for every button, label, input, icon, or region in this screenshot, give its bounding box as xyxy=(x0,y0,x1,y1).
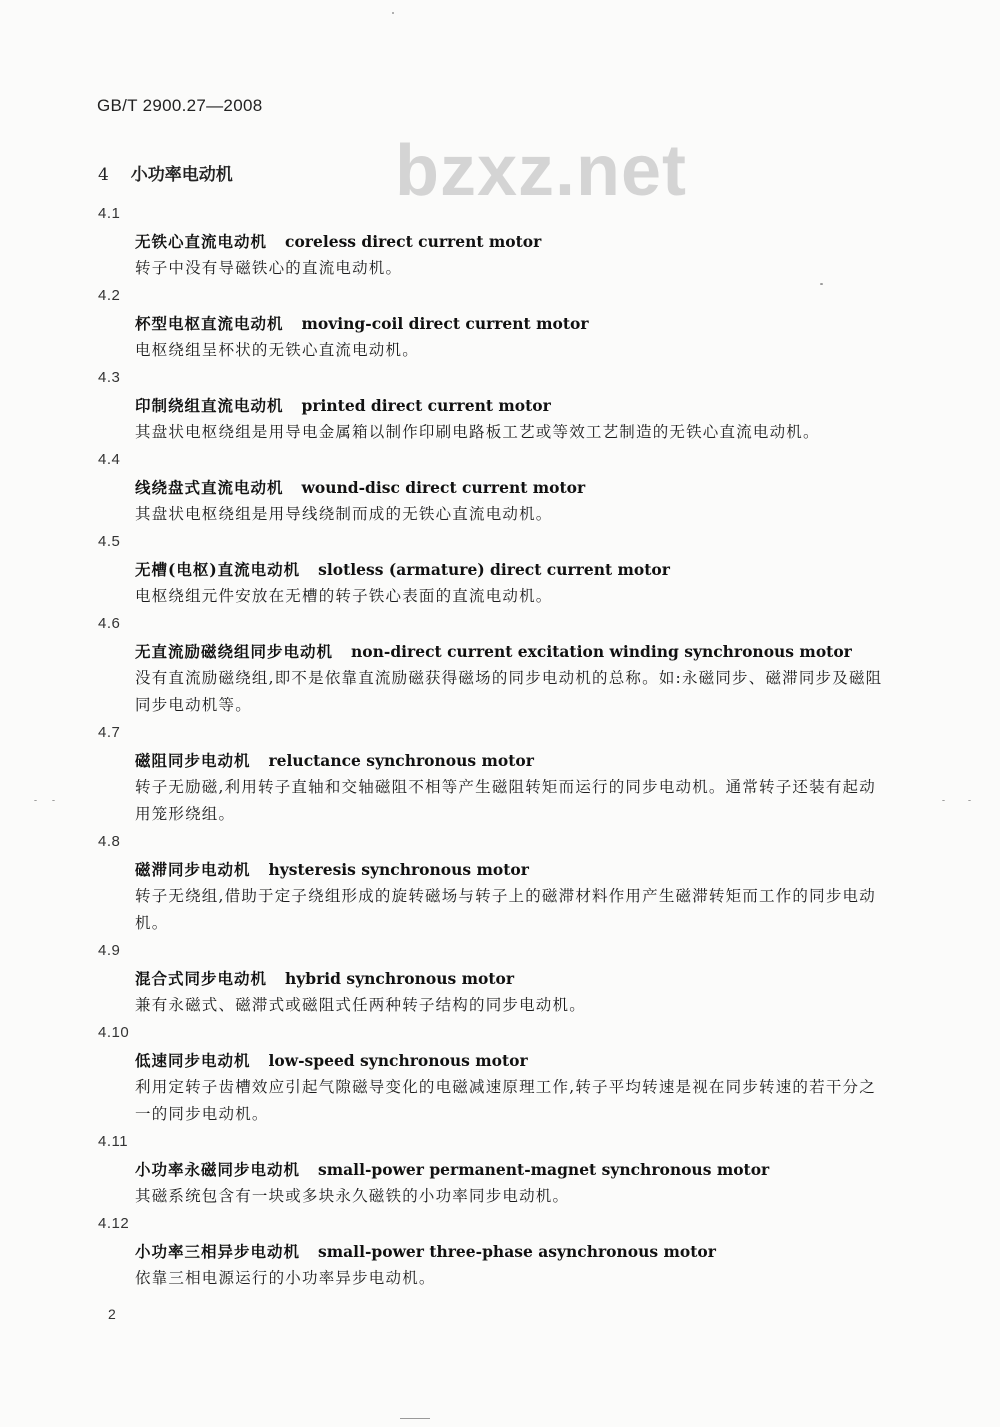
term-en: small-power permanent-magnet synchronous motor xyxy=(318,1160,770,1179)
entry-number: 4.2 xyxy=(98,287,121,304)
entry-number: 4.3 xyxy=(98,369,121,386)
scan-speck xyxy=(820,283,823,285)
term-en: hybrid synchronous motor xyxy=(285,969,515,988)
term-definition: 转子无励磁,利用转子直轴和交轴磁阻不相等产生磁阻转矩而运行的同步电动机。通常转子还装有起动用笼形绕组。 xyxy=(135,778,876,823)
term-en: reluctance synchronous motor xyxy=(268,751,534,770)
term-zh: 线绕盘式直流电动机 xyxy=(135,478,284,497)
term-en: moving-coil direct current motor xyxy=(301,314,589,333)
term-entry xyxy=(98,528,898,610)
entry-number: 4.12 xyxy=(98,1215,130,1232)
term-entry xyxy=(98,446,898,528)
scan-speck xyxy=(392,12,394,14)
term-en: low-speed synchronous motor xyxy=(268,1051,528,1070)
entry-number: 4.1 xyxy=(98,205,121,222)
term-entry xyxy=(98,719,898,828)
term-zh: 低速同步电动机 xyxy=(135,1051,251,1070)
term-definition: 利用定转子齿槽效应引起气隙磁导变化的电磁减速原理工作,转子平均转速是视在同步转速的若干分之一的同步电动机。 xyxy=(135,1078,876,1123)
term-definition: 转子无绕组,借助于定子绕组形成的旋转磁场与转子上的磁滞材料作用产生磁滞转矩而工作的同步电动机。 xyxy=(135,887,876,932)
entry-number: 4.7 xyxy=(98,724,121,741)
term-definition: 依靠三相电源运行的小功率异步电动机。 xyxy=(135,1269,436,1287)
term-zh: 无铁心直流电动机 xyxy=(135,232,268,251)
term-en: small-power three-phase asynchronous motor xyxy=(318,1242,716,1261)
term-definition: 没有直流励磁绕组,即不是依靠直流励磁获得磁场的同步电动机的总称。如:永磁同步、磁滞同步及磁阻同步电动机等。 xyxy=(135,669,883,714)
term-en: hysteresis synchronous motor xyxy=(268,860,529,879)
watermark: bzxz.net xyxy=(395,131,688,211)
term-definition: 兼有永磁式、磁滞式或磁阻式任两种转子结构的同步电动机。 xyxy=(135,996,586,1014)
term-line xyxy=(135,474,898,501)
term-line xyxy=(135,392,898,419)
chapter-title: 小功率电动机 xyxy=(130,165,233,185)
term-entries xyxy=(98,200,898,1292)
term-entry xyxy=(98,1210,898,1292)
term-entry xyxy=(98,828,898,937)
term-line xyxy=(135,1047,898,1074)
term-line xyxy=(135,228,898,255)
term-definition: 电枢绕组呈杯状的无铁心直流电动机。 xyxy=(135,341,419,359)
entry-number: 4.5 xyxy=(98,533,121,550)
term-zh: 小功率永磁同步电动机 xyxy=(135,1160,301,1179)
term-en: slotless (armature) direct current motor xyxy=(318,560,670,579)
term-zh: 无直流励磁绕组同步电动机 xyxy=(135,642,334,661)
entry-number: 4.10 xyxy=(98,1024,130,1041)
term-entry xyxy=(98,364,898,446)
term-zh: 杯型电枢直流电动机 xyxy=(135,314,284,333)
term-entry xyxy=(98,282,898,364)
scan-speck xyxy=(52,800,55,801)
term-zh: 印制绕组直流电动机 xyxy=(135,396,284,415)
term-definition: 其磁系统包含有一块或多块永久磁铁的小功率同步电动机。 xyxy=(135,1187,570,1205)
term-zh: 小功率三相异步电动机 xyxy=(135,1242,301,1261)
term-en: non-direct current excitation winding synchronous motor xyxy=(351,642,852,661)
chapter-heading xyxy=(98,160,233,185)
scan-speck xyxy=(400,1418,430,1419)
term-definition: 转子中没有导磁铁心的直流电动机。 xyxy=(135,259,403,277)
term-line xyxy=(135,1156,898,1183)
term-line xyxy=(135,1238,898,1265)
term-line xyxy=(135,638,898,665)
page-number: 2 xyxy=(108,1306,116,1322)
scan-speck xyxy=(34,800,37,801)
entry-number: 4.8 xyxy=(98,833,121,850)
term-entry xyxy=(98,1019,898,1128)
term-entry xyxy=(98,200,898,282)
entry-number: 4.11 xyxy=(98,1133,129,1150)
term-entry xyxy=(98,1128,898,1210)
term-definition: 电枢绕组元件安放在无槽的转子铁心表面的直流电动机。 xyxy=(135,587,553,605)
term-en: coreless direct current motor xyxy=(285,232,542,251)
entry-number: 4.6 xyxy=(98,615,121,632)
term-entry xyxy=(98,937,898,1019)
term-zh: 混合式同步电动机 xyxy=(135,969,268,988)
term-definition: 其盘状电枢绕组是用导线绕制而成的无铁心直流电动机。 xyxy=(135,505,553,523)
term-en: wound-disc direct current motor xyxy=(301,478,586,497)
chapter-number: 4 xyxy=(98,165,109,185)
standard-code-header: GB/T 2900.27—2008 xyxy=(97,96,263,115)
term-en: printed direct current motor xyxy=(301,396,551,415)
term-entry xyxy=(98,610,898,719)
term-zh: 磁滞同步电动机 xyxy=(135,860,251,879)
term-line xyxy=(135,965,898,992)
entry-number: 4.4 xyxy=(98,451,121,468)
entry-number: 4.9 xyxy=(98,942,121,959)
term-zh: 无槽(电枢)直流电动机 xyxy=(135,560,301,579)
term-line xyxy=(135,310,898,337)
scan-speck xyxy=(942,800,945,801)
scan-speck xyxy=(968,800,971,801)
term-line xyxy=(135,856,898,883)
term-zh: 磁阻同步电动机 xyxy=(135,751,251,770)
term-line xyxy=(135,747,898,774)
term-line xyxy=(135,556,898,583)
term-definition: 其盘状电枢绕组是用导电金属箱以制作印刷电路板工艺或等效工艺制造的无铁心直流电动机。 xyxy=(135,423,820,441)
